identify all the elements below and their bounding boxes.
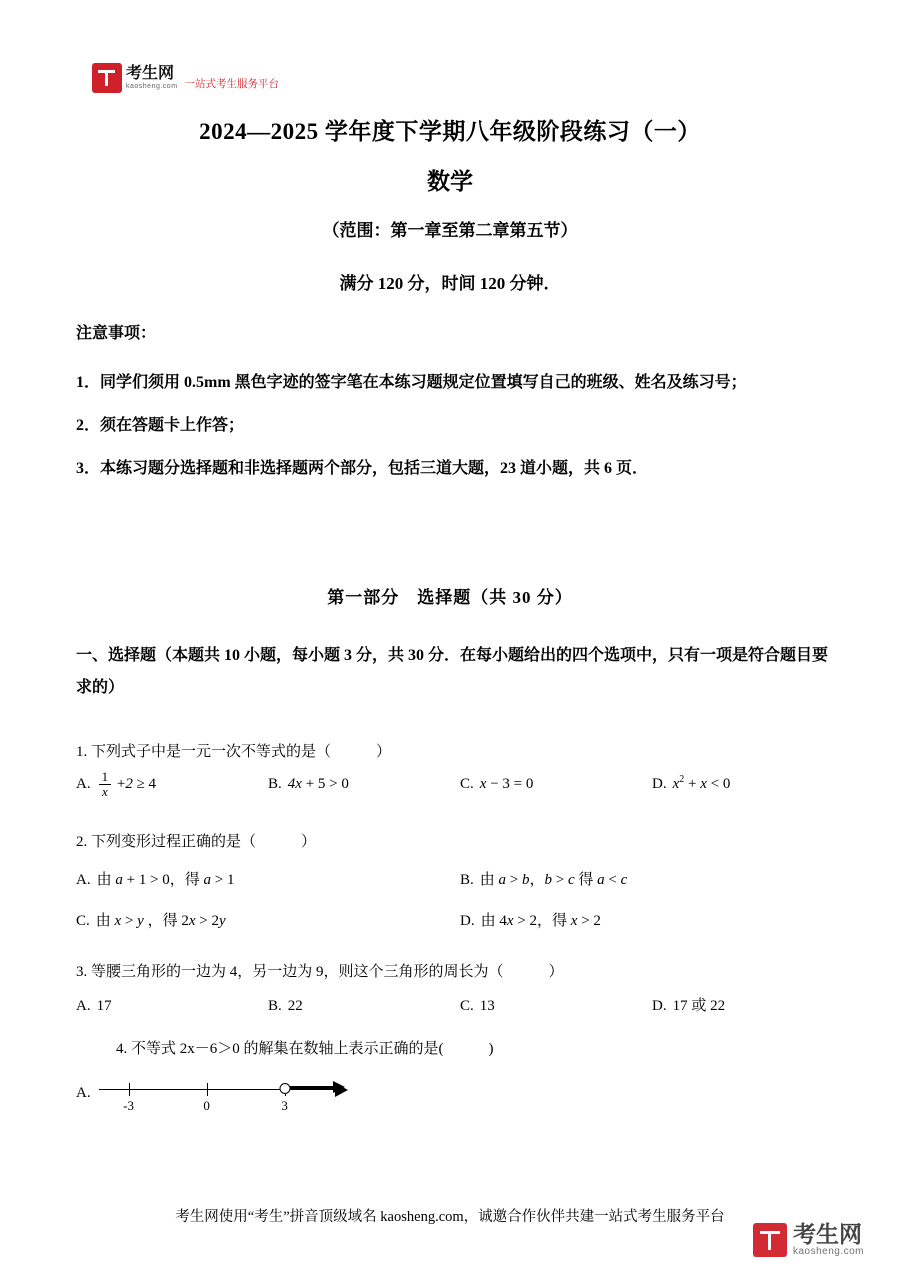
- question-3: [76, 960, 844, 1015]
- watermark-mark-icon: [753, 1223, 787, 1257]
- watermark-brand-cn: 考生网: [792, 1221, 862, 1248]
- notes-title: 注意事项：: [76, 325, 157, 342]
- question-2-text: 下列变形过程正确的是（ ）: [91, 833, 317, 850]
- question-3-text: 等腰三角形的一边为 4，另一边为 9，则这个三角形的周长为（ ）: [91, 963, 564, 980]
- question-2-stem: [76, 830, 844, 854]
- number-line-tick-label: -3: [123, 1097, 135, 1113]
- question-2-option-d[interactable]: [460, 909, 844, 930]
- logo-slogan: 一站式考生服务平台: [184, 78, 280, 90]
- question-4: [76, 1037, 844, 1115]
- question-1-option-b[interactable]: [268, 776, 460, 793]
- question-1: [76, 740, 844, 800]
- note-item: 3．本练习题分选择题和非选择题两个部分，包括三道大题，23 道小题，共 6 页．: [76, 460, 649, 478]
- question-1-number: 1.: [76, 744, 88, 760]
- logo-text: [126, 66, 178, 90]
- option-label: C.: [460, 997, 474, 1014]
- option-label: B.: [268, 776, 282, 793]
- questions-list: [76, 740, 844, 1125]
- number-line-tick-label: 0: [203, 1097, 210, 1113]
- subject-title: 数学: [427, 169, 473, 194]
- question-2-option-a[interactable]: [76, 868, 460, 889]
- question-3-option-a[interactable]: [76, 998, 268, 1015]
- option-expression: 17 或 22: [672, 997, 726, 1014]
- question-3-option-d[interactable]: [652, 994, 844, 1015]
- question-1-stem: [76, 740, 844, 764]
- option-expression: 由 x > y ，得 2x > 2y: [95, 912, 226, 929]
- option-label: D.: [652, 997, 667, 1014]
- option-expression: x − 3 = 0: [479, 776, 534, 793]
- number-line-tick: [207, 1083, 209, 1096]
- option-expression: $x^2 + x < 0$: [672, 774, 731, 793]
- question-4-number: 4.: [116, 1040, 128, 1057]
- question-2-options-row1: [76, 868, 844, 889]
- question-3-options: [76, 994, 844, 1015]
- logo-mark-icon: [92, 63, 122, 93]
- site-logo: [92, 63, 279, 93]
- question-2: [76, 830, 844, 930]
- footer-watermark: [753, 1222, 864, 1257]
- option-label: B.: [460, 871, 474, 888]
- number-line-diagram: [99, 1073, 359, 1115]
- question-1-option-d[interactable]: [652, 774, 844, 793]
- question-3-option-c[interactable]: [460, 998, 652, 1015]
- option-expression: 由 a > b，b > c 得 a < c: [479, 871, 628, 888]
- question-4-stem: [76, 1037, 844, 1061]
- option-label: A.: [76, 997, 91, 1014]
- number-line-solution-arrow-icon: [333, 1081, 345, 1093]
- option-expression: 13: [479, 997, 495, 1014]
- option-expression: 由 4x > 2，得 x > 2: [480, 912, 601, 929]
- option-label: A.: [76, 776, 91, 793]
- option-expression: $\frac{1}{x}$ +2 ≥ 4: [97, 770, 156, 800]
- logo-brand-en: kaosheng.com: [126, 82, 178, 90]
- note-item: 2．须在答题卡上作答；: [76, 417, 245, 435]
- question-2-number: 2.: [76, 833, 88, 850]
- scope-line: （范围：第一章至第二章第五节）: [322, 221, 578, 240]
- number-line-tick-label: 3: [281, 1097, 288, 1113]
- number-line-tick: [129, 1083, 131, 1096]
- section-heading: 一、选择题（本题共 10 小题，每小题 3 分，共 30 分．在每小题给出的四个选项中，只有一项是符合题目要求的）: [76, 647, 829, 696]
- number-line-open-point: [279, 1083, 290, 1094]
- footer-note: 考生网使用“考生”拼音顶级域名 kaosheng.com，诚邀合作伙伴共建一站式考生服务平台: [175, 1209, 725, 1225]
- question-2-options-row2: [76, 909, 844, 930]
- option-label: C.: [460, 776, 474, 793]
- watermark-brand-en: kaosheng.com: [792, 1245, 864, 1257]
- question-2-option-c[interactable]: [76, 909, 460, 930]
- option-label: A.: [76, 1084, 91, 1101]
- logo-brand-cn: 考生网: [126, 64, 175, 82]
- part-heading: 第一部分 选择题（共 30 分）: [327, 588, 573, 607]
- notes-section: [76, 320, 828, 497]
- page-title: 2024—2025 学年度下学期八年级阶段练习（一）: [199, 119, 701, 144]
- option-label: D.: [652, 776, 667, 793]
- question-1-options: [76, 770, 844, 800]
- number-line-solution-ray: [285, 1086, 337, 1090]
- option-expression: 4x + 5 > 0: [287, 776, 349, 793]
- option-label: B.: [268, 997, 282, 1014]
- question-3-stem: [76, 960, 844, 984]
- option-label: D.: [460, 912, 475, 929]
- option-expression: 17: [96, 997, 112, 1014]
- option-label: C.: [76, 912, 90, 929]
- question-4-option-a[interactable]: [76, 1073, 844, 1115]
- watermark-text: [793, 1222, 864, 1257]
- question-1-text: 下列式子中是一元一次不等式的是（ ）: [91, 744, 392, 760]
- score-time-line: 满分 120 分，时间 120 分钟．: [339, 274, 561, 293]
- question-2-option-b[interactable]: [460, 868, 844, 889]
- question-3-number: 3.: [76, 963, 88, 980]
- option-expression: 22: [287, 997, 303, 1014]
- question-1-option-a[interactable]: [76, 770, 268, 800]
- question-1-option-c[interactable]: [460, 776, 652, 793]
- option-expression: 由 a + 1 > 0，得 a > 1: [96, 871, 235, 888]
- note-item: 1．同学们须用 0.5mm 黑色字迹的签字笔在本练习题规定位置填写自己的班级、姓名及练习号；: [76, 374, 747, 391]
- option-label: A.: [76, 871, 91, 888]
- question-3-option-b[interactable]: [268, 998, 460, 1015]
- question-4-text: 不等式 2x－6＞0 的解集在数轴上表示正确的是( ): [131, 1040, 494, 1057]
